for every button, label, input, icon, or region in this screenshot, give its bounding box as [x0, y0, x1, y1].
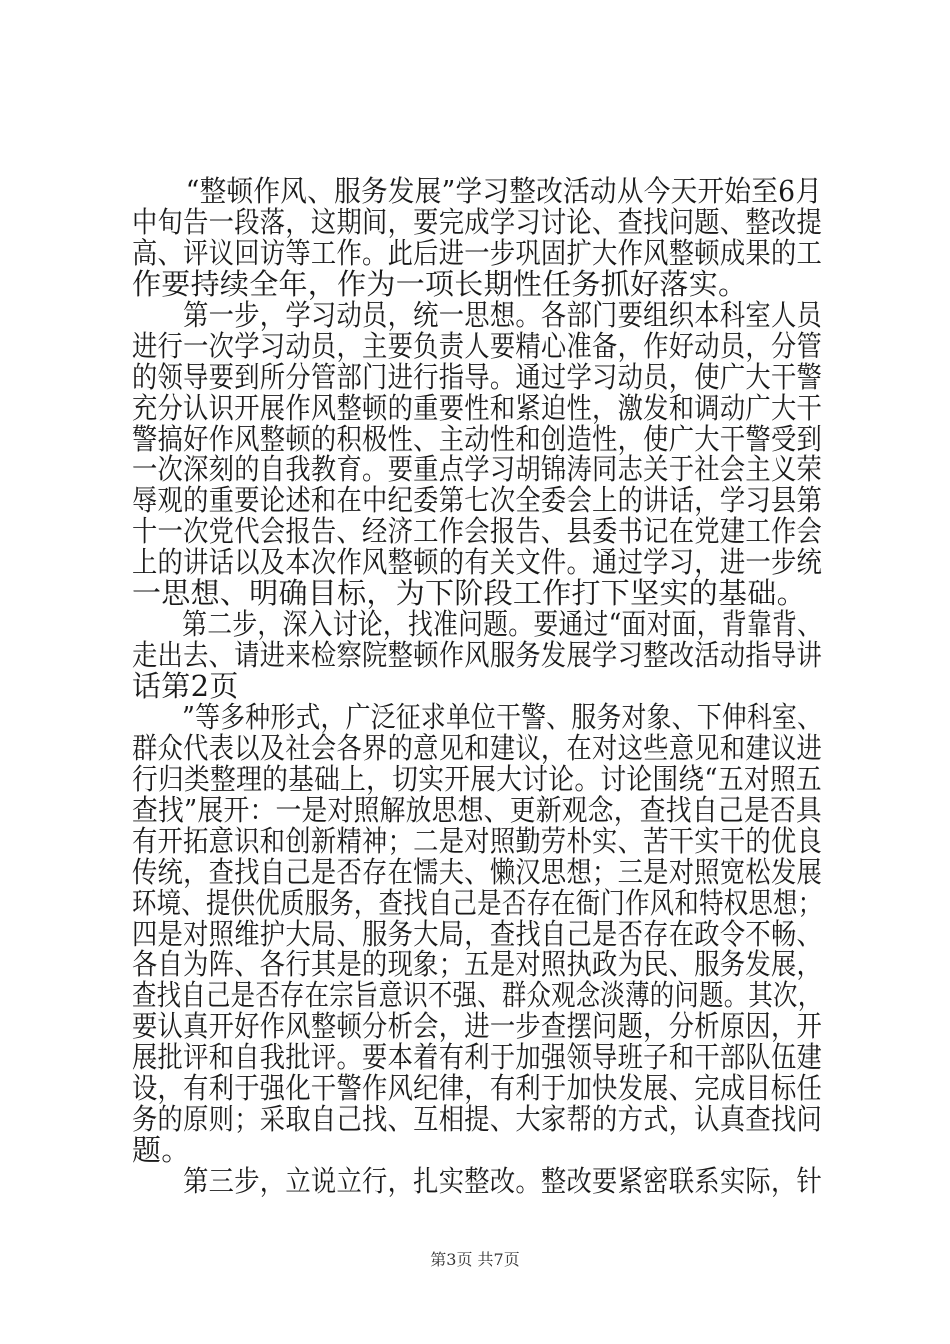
text-line: 四是对照维护大局、服务大局，查找自己是否存在政令不畅、 [132, 917, 823, 951]
text-line: 话第2页 [132, 669, 239, 703]
text-line: 查找自己是否存在宗旨意识不强、群众观念淡薄的问题。其次， [132, 978, 823, 1012]
text-line: 第二步，深入讨论，找准问题。要通过“面对面，背靠背、 [132, 607, 823, 641]
text-line: 第一步，学习动员，统一思想。各部门要组织本科室人员 [132, 298, 823, 332]
text-line: 充分认识开展作风整顿的重要性和紧迫性，激发和调动广大干 [132, 391, 823, 425]
text-line: 要认真开好作风整顿分析会，进一步查摆问题，分析原因，开 [132, 1009, 823, 1043]
text-line: 群众代表以及社会各界的意见和建议，在对这些意见和建议进 [132, 731, 823, 765]
text-line: 行归类整理的基础上，切实开展大讨论。讨论围绕“五对照五 [132, 762, 822, 796]
text-line: 查找”展开：一是对照解放思想、更新观念，查找自己是否具 [132, 793, 822, 827]
text-line: 的领导要到所分管部门进行指导。通过学习动员，使广大干警 [132, 360, 823, 394]
text-line: 展批评和自我批评。要本着有利于加强领导班子和干部队伍建 [132, 1040, 823, 1074]
text-line: ”等多种形式，广泛征求单位干警、服务对象、下伸科室、 [132, 700, 823, 734]
text-line: 设，有利于强化干警作风纪律，有利于加快发展、完成目标任 [132, 1071, 823, 1105]
text-line: 高、评议回访等工作。此后进一步巩固扩大作风整顿成果的工 [132, 236, 823, 270]
text-line: 走出去、请进来检察院整顿作风服务发展学习整改活动指导讲 [132, 638, 823, 672]
text-line: 作要持续全年，作为一项长期性任务抓好落实。 [132, 267, 748, 301]
text-line: 环境、提供优质服务，查找自己是否存在衙门作风和特权思想； [132, 886, 823, 920]
text-line: 进行一次学习动员，主要负责人要精心准备，作好动员，分管 [132, 329, 823, 363]
text-line: 辱观的重要论述和在中纪委第七次全委会上的讲话，学习县第 [132, 483, 823, 517]
text-line: 上的讲话以及本次作风整顿的有关文件。通过学习，进一步统 [132, 545, 823, 579]
text-line: 十一次党代会报告、经济工作会报告、县委书记在党建工作会 [132, 514, 823, 548]
text-line: 各自为阵、各行其是的现象；五是对照执政为民、服务发展， [132, 947, 823, 981]
text-line: 警搞好作风整顿的积极性、主动性和创造性，使广大干警受到 [132, 422, 823, 456]
text-line: 一思想、明确目标，为下阶段工作打下坚实的基础。 [132, 576, 806, 610]
text-line: 一次深刻的自我教育。要重点学习胡锦涛同志关于社会主义荣 [132, 452, 823, 486]
text-line: 第三步，立说立行，扎实整改。整改要紧密联系实际，针 [132, 1164, 823, 1198]
text-line: 有开拓意识和创新精神；二是对照勤劳朴实、苦干实干的优良 [132, 824, 823, 858]
text-line: 传统，查找自己是否存在懦夫、懒汉思想；三是对照宽松发展 [132, 855, 823, 889]
text-line: “整顿作风、服务发展”学习整改活动从今天开始至6月 [132, 174, 823, 208]
text-line: 中旬告一段落，这期间，要完成学习讨论、查找问题、整改提 [132, 205, 823, 239]
page-footer: 第3页 共7页 [430, 1250, 520, 1269]
text-line: 务的原则；采取自己找、互相提、大家帮的方式，认真查找问 [132, 1102, 823, 1136]
text-line: 题。 [132, 1133, 191, 1167]
